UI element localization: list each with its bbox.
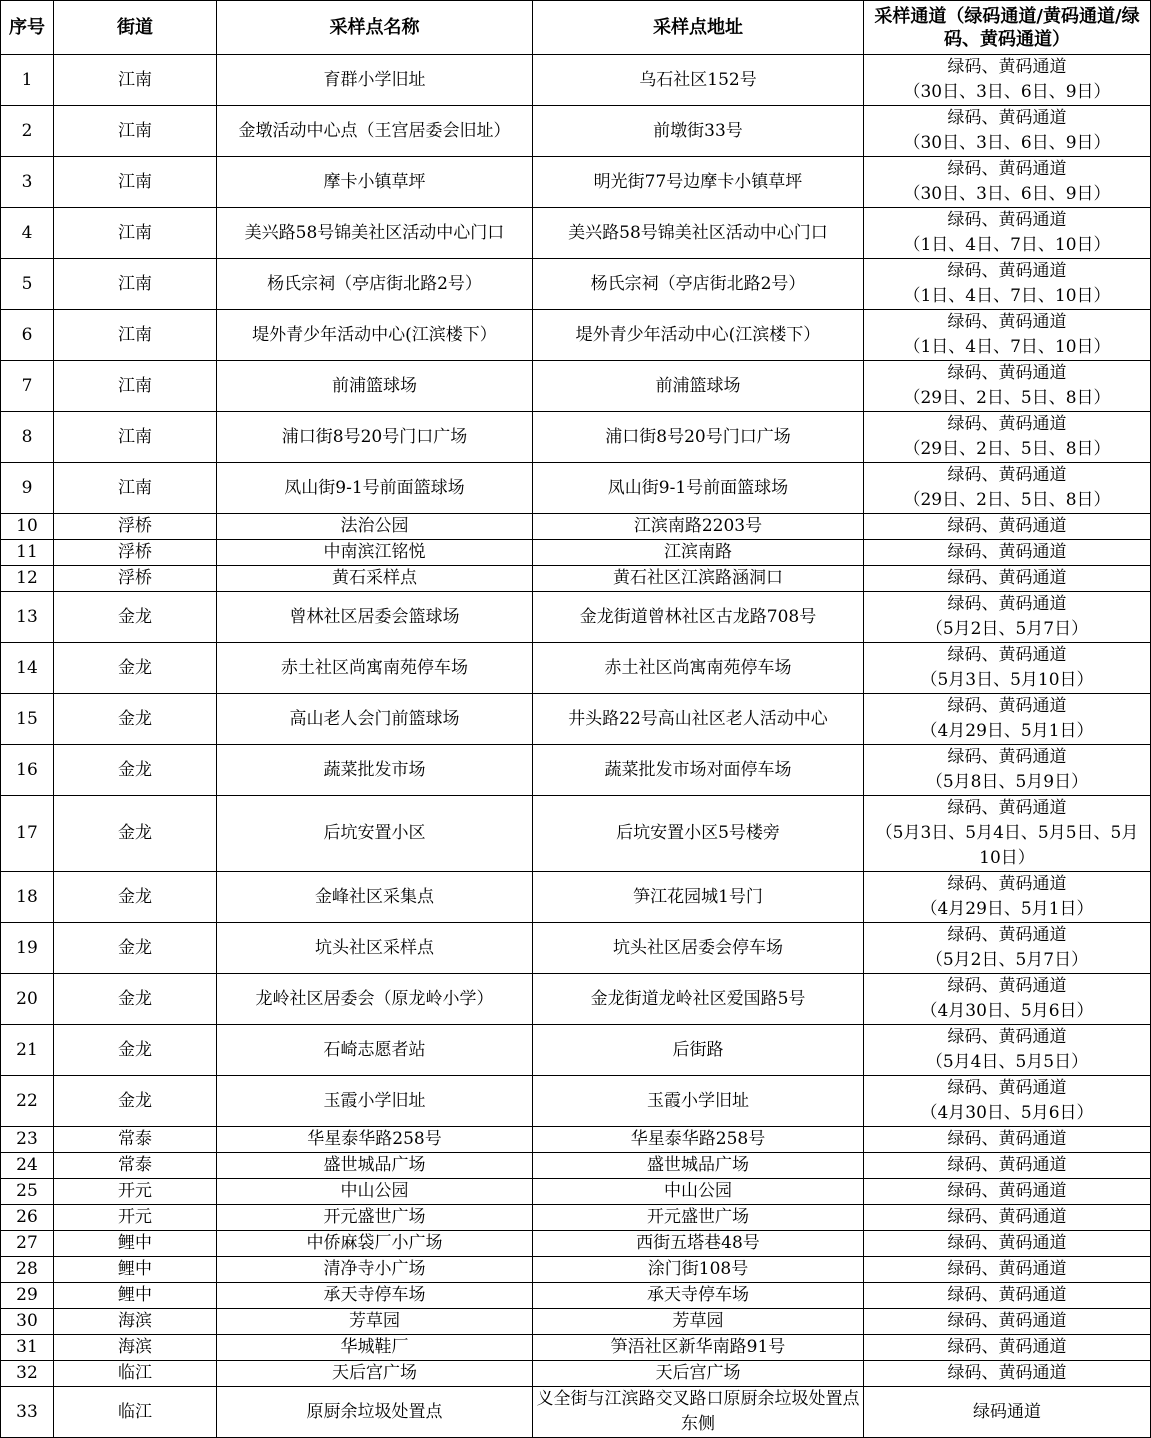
cell-no: 13 (1, 592, 54, 643)
cell-no: 5 (1, 259, 54, 310)
cell-channel: 绿码、黄码通道 (864, 1361, 1151, 1387)
cell-site-name: 金墩活动中心点（王宫居委会旧址） (217, 106, 533, 157)
cell-address: 盛世城品广场 (533, 1153, 864, 1179)
cell-street: 鲤中 (54, 1257, 217, 1283)
table-row (1, 1387, 1151, 1438)
cell-street: 临江 (54, 1361, 217, 1387)
cell-site-name: 金峰社区采集点 (217, 872, 533, 923)
cell-address: 承天寺停车场 (533, 1283, 864, 1309)
cell-address: 江滨南路2203号 (533, 514, 864, 540)
table-body (1, 55, 1151, 1438)
table-row (1, 592, 1151, 643)
cell-channel: 绿码、黄码通道 (864, 540, 1151, 566)
cell-channel: 绿码、黄码通道 （4月30日、5月6日） (864, 974, 1151, 1025)
cell-no: 27 (1, 1231, 54, 1257)
cell-no: 18 (1, 872, 54, 923)
table-row (1, 1335, 1151, 1361)
cell-street: 常泰 (54, 1153, 217, 1179)
cell-site-name: 中南滨江铭悦 (217, 540, 533, 566)
cell-street: 江南 (54, 106, 217, 157)
table-row (1, 1257, 1151, 1283)
cell-address: 坑头社区居委会停车场 (533, 923, 864, 974)
cell-site-name: 原厨余垃圾处置点 (217, 1387, 533, 1438)
table-row (1, 540, 1151, 566)
table-row (1, 566, 1151, 592)
cell-site-name: 石崎志愿者站 (217, 1025, 533, 1076)
cell-site-name: 摩卡小镇草坪 (217, 157, 533, 208)
cell-street: 江南 (54, 208, 217, 259)
cell-site-name: 中侨麻袋厂小广场 (217, 1231, 533, 1257)
cell-street: 浮桥 (54, 540, 217, 566)
cell-address: 杨氏宗祠（亭店街北路2号） (533, 259, 864, 310)
cell-no: 1 (1, 55, 54, 106)
cell-site-name: 龙岭社区居委会（原龙岭小学） (217, 974, 533, 1025)
cell-channel: 绿码、黄码通道 （1日、4日、7日、10日） (864, 310, 1151, 361)
cell-site-name: 育群小学旧址 (217, 55, 533, 106)
cell-site-name: 蔬菜批发市场 (217, 745, 533, 796)
cell-address: 天后宫广场 (533, 1361, 864, 1387)
cell-address: 金龙街道龙岭社区爱国路5号 (533, 974, 864, 1025)
table-row (1, 106, 1151, 157)
cell-site-name: 黄石采样点 (217, 566, 533, 592)
cell-street: 鲤中 (54, 1283, 217, 1309)
cell-street: 常泰 (54, 1127, 217, 1153)
cell-address: 笋浯社区新华南路91号 (533, 1335, 864, 1361)
cell-site-name: 后坑安置小区 (217, 796, 533, 872)
header-no: 序号 (1, 1, 54, 55)
cell-no: 26 (1, 1205, 54, 1231)
cell-site-name: 中山公园 (217, 1179, 533, 1205)
cell-no: 15 (1, 694, 54, 745)
cell-site-name: 芳草园 (217, 1309, 533, 1335)
cell-street: 江南 (54, 463, 217, 514)
cell-channel: 绿码、黄码通道 （5月4日、5月5日） (864, 1025, 1151, 1076)
table-row (1, 1205, 1151, 1231)
header-row (1, 1, 1151, 55)
table-row (1, 1309, 1151, 1335)
cell-address: 芳草园 (533, 1309, 864, 1335)
cell-channel: 绿码、黄码通道 （5月3日、5月10日） (864, 643, 1151, 694)
cell-channel: 绿码、黄码通道 （5月8日、5月9日） (864, 745, 1151, 796)
table-row (1, 1231, 1151, 1257)
cell-site-name: 浦口街8号20号门口广场 (217, 412, 533, 463)
cell-no: 21 (1, 1025, 54, 1076)
cell-street: 江南 (54, 361, 217, 412)
cell-site-name: 赤土社区尚寓南苑停车场 (217, 643, 533, 694)
cell-no: 30 (1, 1309, 54, 1335)
table-row (1, 1179, 1151, 1205)
table-row (1, 514, 1151, 540)
cell-street: 开元 (54, 1205, 217, 1231)
cell-no: 3 (1, 157, 54, 208)
cell-site-name: 玉霞小学旧址 (217, 1076, 533, 1127)
cell-address: 井头路22号高山社区老人活动中心 (533, 694, 864, 745)
table-row (1, 872, 1151, 923)
cell-channel: 绿码、黄码通道 (864, 1127, 1151, 1153)
cell-address: 涂门街108号 (533, 1257, 864, 1283)
table-row (1, 1127, 1151, 1153)
cell-channel: 绿码、黄码通道 (864, 1205, 1151, 1231)
cell-channel: 绿码、黄码通道 (864, 1335, 1151, 1361)
table-row (1, 923, 1151, 974)
cell-street: 临江 (54, 1387, 217, 1438)
cell-no: 25 (1, 1179, 54, 1205)
cell-site-name: 法治公园 (217, 514, 533, 540)
cell-channel: 绿码、黄码通道 （29日、2日、5日、8日） (864, 361, 1151, 412)
cell-street: 江南 (54, 259, 217, 310)
cell-channel: 绿码、黄码通道 （4月29日、5月1日） (864, 694, 1151, 745)
header-address: 采样点地址 (533, 1, 864, 55)
cell-no: 12 (1, 566, 54, 592)
cell-site-name: 凤山街9-1号前面篮球场 (217, 463, 533, 514)
cell-address: 华星泰华路258号 (533, 1127, 864, 1153)
cell-site-name: 盛世城品广场 (217, 1153, 533, 1179)
table-row (1, 643, 1151, 694)
cell-no: 32 (1, 1361, 54, 1387)
cell-channel: 绿码、黄码通道 （29日、2日、5日、8日） (864, 463, 1151, 514)
cell-street: 金龙 (54, 923, 217, 974)
table-row (1, 310, 1151, 361)
table-row (1, 208, 1151, 259)
table-row (1, 55, 1151, 106)
cell-channel: 绿码通道 (864, 1387, 1151, 1438)
cell-channel: 绿码、黄码通道 （5月2日、5月7日） (864, 923, 1151, 974)
cell-no: 7 (1, 361, 54, 412)
cell-no: 20 (1, 974, 54, 1025)
cell-no: 31 (1, 1335, 54, 1361)
table-row (1, 259, 1151, 310)
cell-site-name: 清净寺小广场 (217, 1257, 533, 1283)
cell-no: 6 (1, 310, 54, 361)
header-channel: 采样通道（绿码通道/黄码通道/绿码、黄码通道） (864, 1, 1151, 55)
cell-street: 鲤中 (54, 1231, 217, 1257)
cell-street: 江南 (54, 55, 217, 106)
cell-channel: 绿码、黄码通道 (864, 1309, 1151, 1335)
cell-address: 金龙街道曾林社区古龙路708号 (533, 592, 864, 643)
cell-street: 开元 (54, 1179, 217, 1205)
cell-channel: 绿码、黄码通道 （30日、3日、6日、9日） (864, 55, 1151, 106)
cell-site-name: 华星泰华路258号 (217, 1127, 533, 1153)
cell-address: 堤外青少年活动中心(江滨楼下） (533, 310, 864, 361)
cell-channel: 绿码、黄码通道 (864, 1153, 1151, 1179)
cell-street: 金龙 (54, 974, 217, 1025)
table-row (1, 1153, 1151, 1179)
table-row (1, 745, 1151, 796)
cell-site-name: 曾林社区居委会篮球场 (217, 592, 533, 643)
cell-site-name: 开元盛世广场 (217, 1205, 533, 1231)
cell-channel: 绿码、黄码通道 （4月30日、5月6日） (864, 1076, 1151, 1127)
cell-street: 金龙 (54, 592, 217, 643)
cell-address: 西街五塔巷48号 (533, 1231, 864, 1257)
table-row (1, 1076, 1151, 1127)
table-row (1, 361, 1151, 412)
cell-street: 金龙 (54, 745, 217, 796)
cell-site-name: 高山老人会门前篮球场 (217, 694, 533, 745)
cell-address: 玉霞小学旧址 (533, 1076, 864, 1127)
table-row (1, 157, 1151, 208)
cell-street: 金龙 (54, 1076, 217, 1127)
cell-address: 前墩街33号 (533, 106, 864, 157)
cell-channel: 绿码、黄码通道 （1日、4日、7日、10日） (864, 208, 1151, 259)
cell-address: 笋江花园城1号门 (533, 872, 864, 923)
table-row (1, 412, 1151, 463)
cell-street: 金龙 (54, 872, 217, 923)
cell-no: 14 (1, 643, 54, 694)
table-row (1, 1283, 1151, 1309)
table-row (1, 796, 1151, 872)
cell-site-name: 坑头社区采样点 (217, 923, 533, 974)
cell-address: 明光街77号边摩卡小镇草坪 (533, 157, 864, 208)
cell-channel: 绿码、黄码通道 (864, 566, 1151, 592)
cell-address: 开元盛世广场 (533, 1205, 864, 1231)
cell-no: 8 (1, 412, 54, 463)
cell-no: 9 (1, 463, 54, 514)
cell-street: 海滨 (54, 1335, 217, 1361)
cell-channel: 绿码、黄码通道 （1日、4日、7日、10日） (864, 259, 1151, 310)
cell-address: 美兴路58号锦美社区活动中心门口 (533, 208, 864, 259)
cell-address: 乌石社区152号 (533, 55, 864, 106)
cell-no: 22 (1, 1076, 54, 1127)
table-row (1, 974, 1151, 1025)
cell-no: 19 (1, 923, 54, 974)
cell-no: 16 (1, 745, 54, 796)
cell-channel: 绿码、黄码通道 （4月29日、5月1日） (864, 872, 1151, 923)
cell-address: 义全街与江滨路交叉路口原厨余垃圾处置点东侧 (533, 1387, 864, 1438)
cell-channel: 绿码、黄码通道 (864, 1179, 1151, 1205)
cell-address: 后坑安置小区5号楼旁 (533, 796, 864, 872)
cell-no: 29 (1, 1283, 54, 1309)
cell-street: 江南 (54, 310, 217, 361)
cell-address: 赤土社区尚寓南苑停车场 (533, 643, 864, 694)
cell-channel: 绿码、黄码通道 （5月2日、5月7日） (864, 592, 1151, 643)
cell-address: 后街路 (533, 1025, 864, 1076)
cell-street: 海滨 (54, 1309, 217, 1335)
header-site-name: 采样点名称 (217, 1, 533, 55)
cell-no: 17 (1, 796, 54, 872)
cell-street: 浮桥 (54, 566, 217, 592)
cell-street: 金龙 (54, 643, 217, 694)
cell-no: 28 (1, 1257, 54, 1283)
header-street: 街道 (54, 1, 217, 55)
cell-channel: 绿码、黄码通道 (864, 1231, 1151, 1257)
cell-channel: 绿码、黄码通道 （29日、2日、5日、8日） (864, 412, 1151, 463)
cell-site-name: 天后宫广场 (217, 1361, 533, 1387)
cell-no: 10 (1, 514, 54, 540)
cell-channel: 绿码、黄码通道 （30日、3日、6日、9日） (864, 106, 1151, 157)
cell-street: 金龙 (54, 1025, 217, 1076)
table-row (1, 1361, 1151, 1387)
cell-site-name: 美兴路58号锦美社区活动中心门口 (217, 208, 533, 259)
table-row (1, 694, 1151, 745)
cell-no: 11 (1, 540, 54, 566)
cell-address: 凤山街9-1号前面篮球场 (533, 463, 864, 514)
cell-site-name: 华城鞋厂 (217, 1335, 533, 1361)
cell-site-name: 堤外青少年活动中心(江滨楼下） (217, 310, 533, 361)
cell-channel: 绿码、黄码通道 （30日、3日、6日、9日） (864, 157, 1151, 208)
cell-site-name: 前浦篮球场 (217, 361, 533, 412)
cell-street: 江南 (54, 157, 217, 208)
cell-no: 23 (1, 1127, 54, 1153)
cell-address: 蔬菜批发市场对面停车场 (533, 745, 864, 796)
cell-street: 浮桥 (54, 514, 217, 540)
cell-no: 4 (1, 208, 54, 259)
table-row (1, 1025, 1151, 1076)
cell-address: 前浦篮球场 (533, 361, 864, 412)
cell-channel: 绿码、黄码通道 (864, 1283, 1151, 1309)
cell-no: 33 (1, 1387, 54, 1438)
cell-channel: 绿码、黄码通道 (864, 1257, 1151, 1283)
cell-site-name: 杨氏宗祠（亭店街北路2号） (217, 259, 533, 310)
cell-channel: 绿码、黄码通道 （5月3日、5月4日、5月5日、5月 10日） (864, 796, 1151, 872)
cell-address: 黄石社区江滨路涵洞口 (533, 566, 864, 592)
table-row (1, 463, 1151, 514)
cell-site-name: 承天寺停车场 (217, 1283, 533, 1309)
cell-street: 金龙 (54, 694, 217, 745)
cell-no: 2 (1, 106, 54, 157)
cell-address: 江滨南路 (533, 540, 864, 566)
cell-address: 浦口街8号20号门口广场 (533, 412, 864, 463)
cell-street: 金龙 (54, 796, 217, 872)
cell-address: 中山公园 (533, 1179, 864, 1205)
cell-street: 江南 (54, 412, 217, 463)
cell-no: 24 (1, 1153, 54, 1179)
cell-channel: 绿码、黄码通道 (864, 514, 1151, 540)
